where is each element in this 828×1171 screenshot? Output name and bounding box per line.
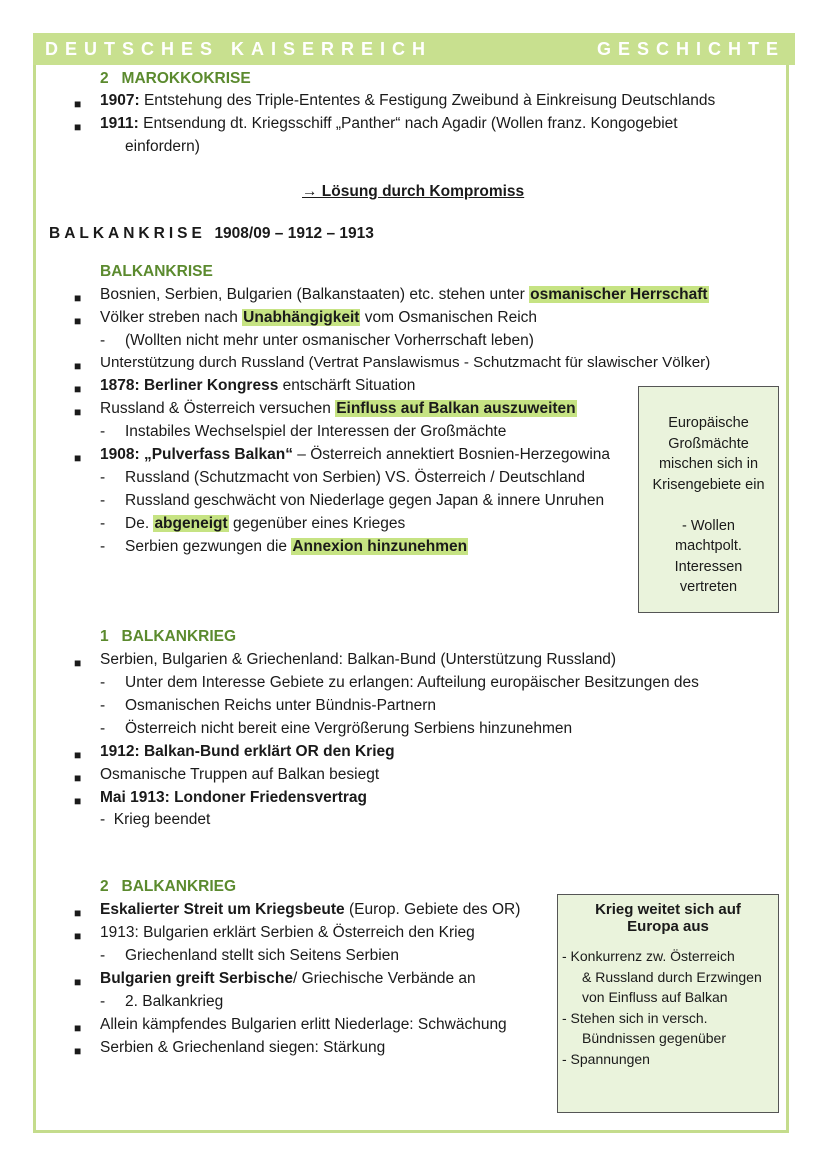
dash-icon: - [100,538,106,555]
krieg2-line-1 [100,899,520,921]
solution-line: → Lösung durch Kompromiss [302,183,525,200]
krise-line-5-text: entschärft Situation [278,377,416,394]
krise-line-2-text: Völker streben nach [100,309,243,326]
dash-icon: - [100,423,106,440]
krieg2-line-2: 1913: Bulgarien erklärt Serbien & Österreich den Krieg [100,924,475,941]
header-subject: GESCHICHTE [596,39,785,59]
bullet-icon: ■ [74,382,82,396]
bullet-icon: ■ [74,748,82,762]
note-box-grossmaechte-line: Interessen [674,558,743,575]
note-box-grossmaechte-text [639,387,778,598]
krise-line-11-text: De. [125,515,154,532]
krieg2-line-1-bold: Eskalierter Streit um Kriegsbeute [100,901,345,918]
dash-icon: - [100,469,106,486]
marokko-title: 2 MAROKKOKRISE [100,70,251,87]
note-box-europa-line: von Einfluss auf Balkan [582,989,728,1005]
krise-line-12 [125,536,468,558]
bullet-icon: ■ [74,97,82,111]
krise-line-8 [100,444,610,466]
bullet-icon: ■ [74,906,82,920]
krise-line-4: Unterstützung durch Russland (Vertrat Panslawismus - Schutzmacht für slawischer Völker) [100,354,711,371]
bullet-icon: ■ [74,451,82,465]
note-box-europa-line: - Konkurrenz zw. Österreich [562,948,735,964]
krise-line-1 [100,284,709,306]
dash-icon: - [100,515,106,532]
dash-icon: - [100,697,106,714]
bullet-icon: ■ [74,291,82,305]
bullet-icon: ■ [74,656,82,670]
krieg1-line-5: 1912: Balkan-Bund erklärt OR den Krieg [100,743,395,760]
dash-icon: - [100,720,106,737]
krise-line-2-post: vom Osmanischen Reich [360,309,538,326]
dash-icon: - [100,332,106,349]
highlight-unabhaengigkeit: Unabhängigkeit [243,309,360,326]
krieg2-line-7: Serbien & Griechenland siegen: Stärkung [100,1039,386,1056]
note-box-europa-title-2: Europa aus [627,918,709,935]
krise-line-12-text: Serbien gezwungen die [125,538,292,555]
note-box-europa [557,894,779,1113]
krieg1-line-8: - Krieg beendet [100,811,211,828]
krieg2-title: 2 BALKANKRIEG [100,878,237,895]
krise-line-8-bold: 1908: „Pulverfass Balkan“ [100,446,293,463]
bullet-icon: ■ [74,314,82,328]
krise-line-11-post: gegenüber eines Krieges [228,515,406,532]
krieg2-line-4 [100,968,476,990]
krieg2-line-3: Griechenland stellt sich Seitens Serbien [125,947,399,964]
krise-line-2 [100,307,537,329]
note-box-grossmaechte-line [639,495,778,516]
note-box-grossmaechte-line: - Wollen [682,517,735,534]
bullet-icon: ■ [74,120,82,134]
bullet-icon: ■ [74,771,82,785]
balkankrise-title: BALKANKRISE [100,263,213,280]
dash-icon: - [100,947,106,964]
krise-line-5 [100,375,415,397]
note-box-europa-line: Bündnissen gegenüber [582,1030,727,1046]
krise-line-7: Instabiles Wechselspiel der Interessen der Großmächte [125,423,507,440]
krise-line-6-text: Russland & Österreich versuchen [100,400,336,417]
bullet-icon: ■ [74,1021,82,1035]
note-box-europa-title [558,895,778,935]
section-heading-dates: 1908/09 – 1912 – 1913 [214,225,374,242]
note-box-europa-line: - Spannungen [562,1050,650,1067]
section-heading-title: BALKANKRISE [49,225,206,242]
krise-line-6 [100,398,577,420]
dash-icon: - [100,993,106,1010]
krise-line-8-text: – Österreich annektiert Bosnien-Herzegowina [293,446,611,463]
note-box-grossmaechte-line: vertreten [679,579,738,595]
marokko-item-2-cont: einfordern) [125,138,200,155]
krieg2-line-4-text: / Griechische Verbände an [292,970,476,987]
note-box-grossmaechte-line: mischen sich in [658,456,759,472]
krieg1-line-6: Osmanische Truppen auf Balkan besiegt [100,766,380,783]
bullet-icon: ■ [74,794,82,808]
note-box-europa-text [558,935,778,1069]
krieg2-line-5: 2. Balkankrieg [125,993,224,1010]
bullet-icon: ■ [74,359,82,373]
marokko-item-2 [100,113,678,135]
marokko-item-2-text: Entsendung dt. Kriegsschiff „Panther“ nach Agadir (Wollen franz. Kongogebiet [138,115,678,132]
header-title: DEUTSCHES KAISERREICH [45,39,433,59]
krieg1-line-7: Mai 1913: Londoner Friedensvertrag [100,789,368,806]
dash-icon: - [100,492,106,509]
note-box-grossmaechte [638,386,779,613]
krise-line-11 [125,513,405,535]
krise-line-9: Russland (Schutzmacht von Serbien) VS. Österreich / Deutschland [125,469,586,486]
krieg1-line-2: Unter dem Interesse Gebiete zu erlangen: Aufteilung europäischer Besitzungen des [125,674,699,691]
note-box-europa-line: & Russland durch Erzwingen [582,968,762,985]
krise-line-10: Russland geschwächt von Niederlage gegen Japan & innere Unruhen [125,492,605,509]
bullet-icon: ■ [74,405,82,419]
bullet-icon: ■ [74,1044,82,1058]
header-bar [33,33,795,65]
krieg1-title: 1 BALKANKRIEG [100,628,237,645]
marokko-item-1 [100,90,715,112]
krise-line-5-bold: 1878: Berliner Kongress [100,377,279,394]
bullet-icon: ■ [74,975,82,989]
highlight-abgeneigt: abgeneigt [154,515,228,532]
krieg1-line-1: Serbien, Bulgarien & Griechenland: Balkan-Bund (Unterstützung Russland) [100,651,617,668]
krise-line-3: (Wollten nicht mehr unter osmanischer Vorherrschaft leben) [125,332,534,349]
marokko-item-1-year: 1907: [100,92,140,109]
highlight-osmanisch: osmanischer Herrschaft [530,286,708,303]
krise-line-1-text: Bosnien, Serbien, Bulgarien (Balkanstaaten) etc. stehen unter [100,286,530,303]
dash-icon: - [100,674,106,691]
krieg2-line-1-text: (Europ. Gebiete des OR) [344,901,521,918]
highlight-einfluss: Einfluss auf Balkan auszuweiten [336,400,576,417]
note-box-grossmaechte-line: Krisengebiete ein [652,476,765,493]
note-box-grossmaechte-line: Europäische [668,415,749,431]
krieg1-line-3: Osmanischen Reichs unter Bündnis-Partnern [125,697,437,714]
note-box-grossmaechte-line: machtpolt. [675,538,742,554]
krieg2-line-6: Allein kämpfendes Bulgarien erlitt Niederlage: Schwächung [100,1016,507,1033]
note-box-grossmaechte-line: Großmächte [668,435,749,452]
note-box-europa-title-1: Krieg weitet sich auf [595,901,741,918]
krieg1-line-4: Österreich nicht bereit eine Vergrößerung Serbiens hinzunehmen [125,720,573,737]
highlight-annexion: Annexion hinzunehmen [292,538,468,555]
marokko-item-2-year: 1911: [100,115,139,132]
bullet-icon: ■ [74,929,82,943]
note-box-europa-line: - Stehen sich in versch. [562,1009,708,1026]
marokko-item-1-text: Entstehung des Triple-Ententes & Festigung Zweibund à Einkreisung Deutschlands [139,92,716,109]
krieg2-line-4-bold: Bulgarien greift Serbische [100,970,293,987]
section-heading [49,223,374,245]
